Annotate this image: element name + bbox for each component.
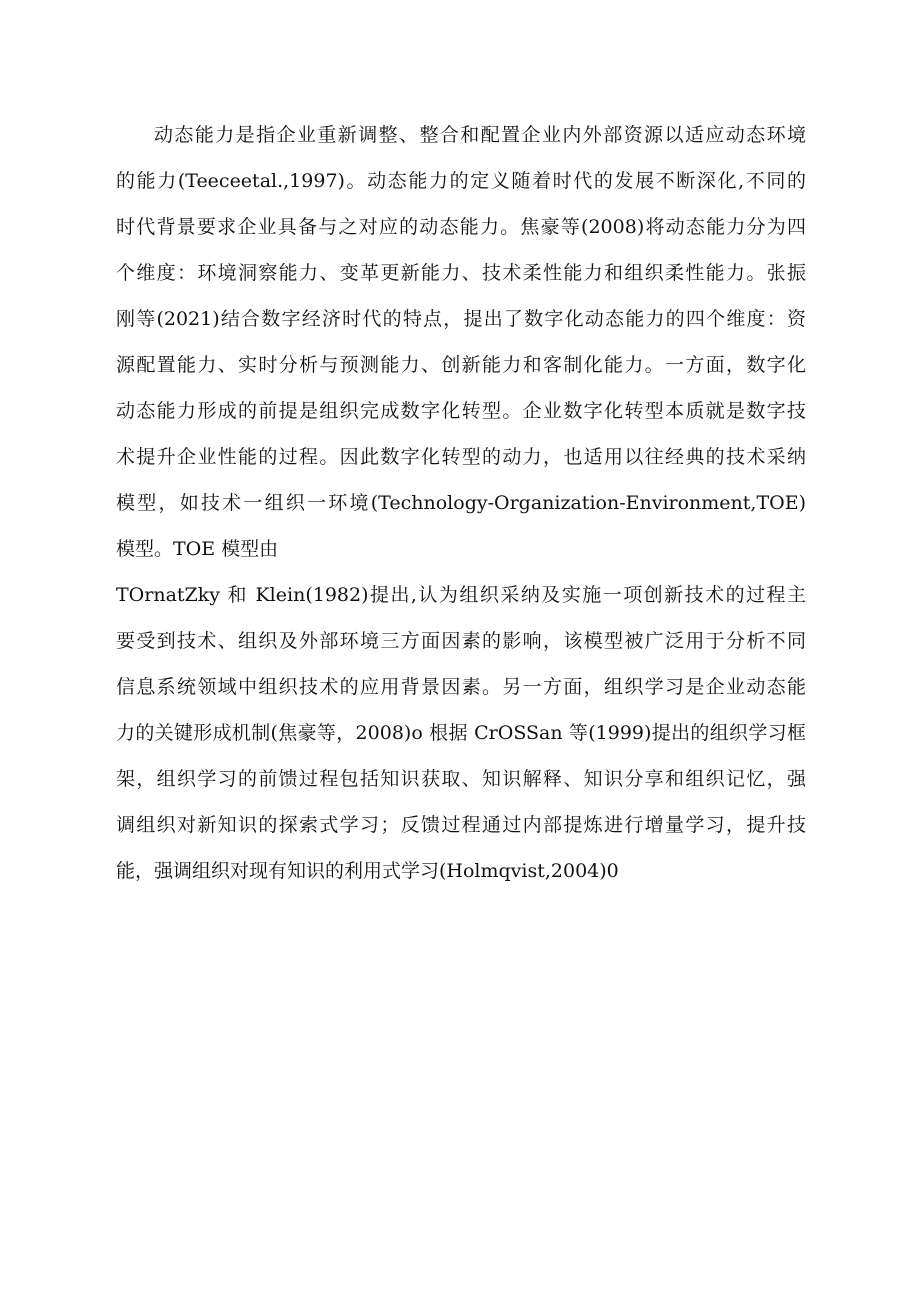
text-line: 时代背景要求企业具备与之对应的动态能力。焦豪等(2008)将动态能力分为四 <box>116 216 806 238</box>
text-line: 动态能力是指企业重新调整、整合和配置企业内外部资源以适应动态环境 <box>154 124 806 146</box>
text-line: 刚等(2021)结合数字经济时代的特点，提出了数字化动态能力的四个维度：资 <box>116 308 806 330</box>
text-line: 能，强调组织对现有知识的利用式学习(Holmqvist,2004)0 <box>116 860 619 882</box>
text-line: 架，组织学习的前馈过程包括知识获取、知识解释、知识分享和组织记忆，强 <box>116 768 806 790</box>
text-line: 模型。TOE 模型由 <box>116 538 279 560</box>
text-line: 信息系统领域中组织技术的应用背景因素。另一方面，组织学习是企业动态能 <box>116 676 806 698</box>
text-line: 要受到技术、组织及外部环境三方面因素的影响，该模型被广泛用于分析不同 <box>116 630 806 652</box>
text-line: 个维度：环境洞察能力、变革更新能力、技术柔性能力和组织柔性能力。张振 <box>116 262 806 284</box>
text-line: 动态能力形成的前提是组织完成数字化转型。企业数字化转型本质就是数字技 <box>116 400 806 422</box>
text-line: 术提升企业性能的过程。因此数字化转型的动力，也适用以往经典的技术采纳 <box>116 446 806 468</box>
text-line: 源配置能力、实时分析与预测能力、创新能力和客制化能力。一方面，数字化 <box>116 354 806 376</box>
body-text <box>116 112 806 572</box>
text-line: 力的关键形成机制(焦豪等，2008)o 根据 CrOSSan 等(1999)提出的组织学习框 <box>116 722 806 744</box>
text-line: 模型，如技术一组织一环境(Technology-Organization-Environment,TOE) <box>116 492 806 514</box>
text-line: 调组织对新知识的探索式学习；反馈过程通过内部提炼进行增量学习，提升技 <box>116 814 806 836</box>
text-line: TOrnatZky 和 Klein(1982)提出,认为组织采纳及实施一项创新技术的过程主 <box>116 584 806 606</box>
text-line: 的能力(Teeceetal.,1997)。动态能力的定义随着时代的发展不断深化,不同的 <box>116 170 806 192</box>
body-text-continued <box>116 572 806 894</box>
